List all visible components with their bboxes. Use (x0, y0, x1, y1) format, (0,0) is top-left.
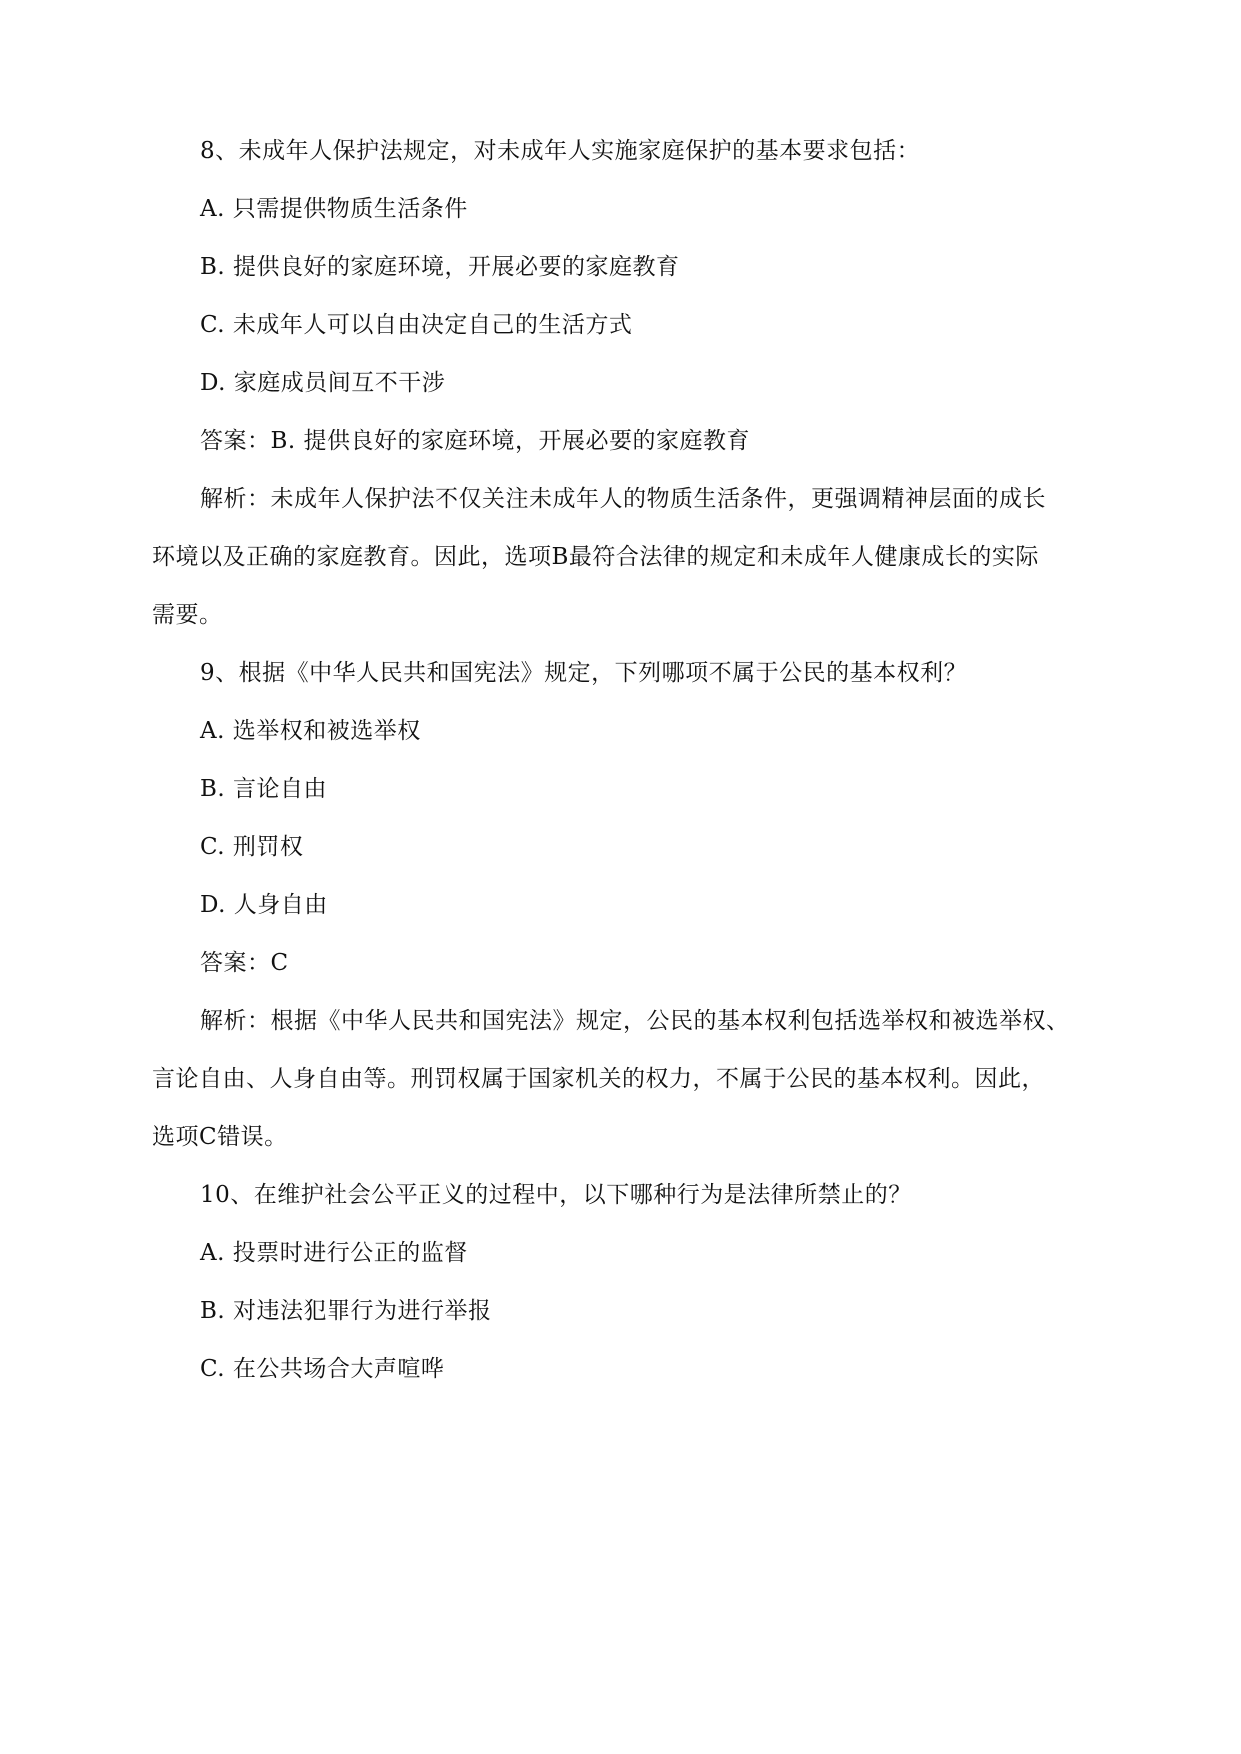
analysis-line: 言论自由、人身自由等。刑罚权属于国家机关的权力，不属于公民的基本权利。因此， (152, 1066, 1045, 1092)
option-c: C. 未成年人可以自由决定自己的生活方式 (200, 312, 633, 338)
option-a: A. 投票时进行公正的监督 (200, 1240, 468, 1266)
question-stem: 8、未成年人保护法规定，对未成年人实施家庭保护的基本要求包括： (200, 138, 921, 164)
option-c: C. 在公共场合大声喧哗 (200, 1356, 445, 1382)
option-b: B. 言论自由 (200, 776, 328, 802)
analysis-line: 选项C错误。 (152, 1124, 288, 1150)
option-b: B. 对违法犯罪行为进行举报 (200, 1298, 492, 1324)
option-d: D. 人身自由 (200, 892, 328, 918)
analysis-line: 解析：未成年人保护法不仅关注未成年人的物质生活条件，更强调精神层面的成长 (200, 486, 1046, 512)
option-b: B. 提供良好的家庭环境，开展必要的家庭教育 (200, 254, 680, 280)
answer: 答案：B. 提供良好的家庭环境，开展必要的家庭教育 (200, 428, 751, 454)
analysis-line: 环境以及正确的家庭教育。因此，选项B最符合法律的规定和未成年人健康成长的实际 (152, 544, 1039, 570)
answer: 答案：C (200, 950, 289, 976)
question-stem: 10、在维护社会公平正义的过程中，以下哪种行为是法律所禁止的？ (200, 1182, 912, 1208)
question-stem: 9、根据《中华人民共和国宪法》规定，下列哪项不属于公民的基本权利？ (200, 660, 968, 686)
analysis-line: 需要。 (152, 602, 223, 628)
option-a: A. 只需提供物质生活条件 (200, 196, 468, 222)
option-a: A. 选举权和被选举权 (200, 718, 421, 744)
analysis-line: 解析：根据《中华人民共和国宪法》规定，公民的基本权利包括选举权和被选举权、 (200, 1008, 1070, 1034)
option-d: D. 家庭成员间互不干涉 (200, 370, 446, 396)
option-c: C. 刑罚权 (200, 834, 304, 860)
